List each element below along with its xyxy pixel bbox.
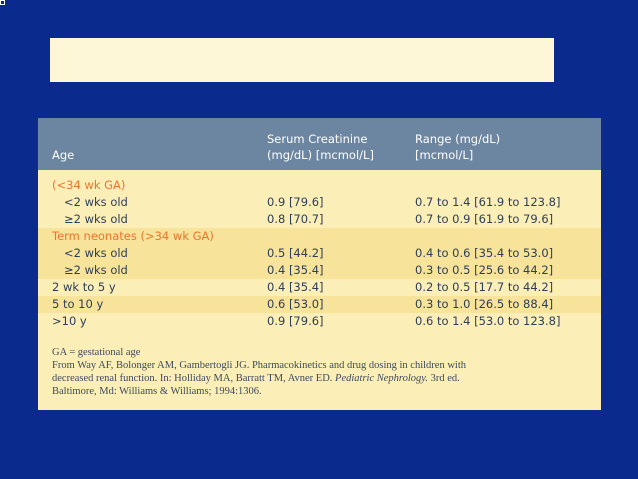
corner-marker: [0, 0, 5, 5]
footnote-source-line1: From Way AF, Bolonger AM, Gambertogli JG. Pharmacokinetics and drug dosing in children with: [52, 360, 466, 371]
footnote-source-line2-b: 3rd ed.: [427, 373, 460, 384]
footnote-source-line3: Baltimore, Md: Williams & Williams; 1994:1306.: [52, 386, 262, 397]
row-serum: 0.4 [35.4]: [267, 263, 324, 277]
row-age: ≥2 wks old: [64, 212, 128, 226]
slide-title-bar: [50, 38, 554, 82]
footnote-abbreviation: GA = gestational age: [52, 347, 141, 358]
row-age: ≥2 wks old: [64, 263, 128, 277]
table-footnote: [52, 346, 592, 398]
row-range: 0.3 to 0.5 [25.6 to 44.2]: [415, 263, 554, 277]
creatinine-table: [38, 118, 601, 410]
row-range: 0.6 to 1.4 [53.0 to 123.8]: [415, 314, 561, 328]
header-range-line1: Range (mg/dL): [415, 132, 501, 146]
header-serum-line1: Serum Creatinine: [267, 132, 368, 146]
header-range-line2: [mcmol/L]: [415, 148, 474, 162]
header-serum-line2: (mg/dL) [mcmol/L]: [267, 148, 374, 162]
table-row: [38, 296, 601, 313]
row-serum: 0.9 [79.6]: [267, 195, 324, 209]
footnote-journal-title: Pediatric Nephrology.: [335, 373, 428, 384]
table-row: [38, 194, 601, 211]
row-age: 2 wk to 5 y: [52, 280, 116, 294]
table-row: [38, 262, 601, 279]
table-header: [38, 118, 601, 170]
footnote-source-line2-a: decreased renal function. In: Holliday MA, Barratt TM, Avner ED.: [52, 373, 336, 384]
row-age: <2 wks old: [64, 195, 128, 209]
row-age: 5 to 10 y: [52, 297, 104, 311]
table-row: [38, 313, 601, 330]
row-age: <2 wks old: [64, 246, 128, 260]
row-range: 0.7 to 0.9 [61.9 to 79.6]: [415, 212, 554, 226]
table-row: [38, 245, 601, 262]
footnote-source-line2: [52, 372, 592, 385]
row-range: 0.7 to 1.4 [61.9 to 123.8]: [415, 195, 561, 209]
row-serum: 0.4 [35.4]: [267, 280, 324, 294]
table-row: [38, 211, 601, 228]
slide-title: Normal Serum Creatinine Per Ages: [60, 48, 373, 69]
row-serum: 0.8 [70.7]: [267, 212, 324, 226]
row-range: 0.3 to 1.0 [26.5 to 88.4]: [415, 297, 554, 311]
row-age: (<34 wk GA): [52, 178, 126, 192]
header-age: Age: [52, 148, 75, 162]
table-row: [38, 228, 601, 245]
row-serum: 0.5 [44.2]: [267, 246, 324, 260]
row-age: >10 y: [52, 314, 87, 328]
table-row: [38, 177, 601, 194]
row-range: 0.4 to 0.6 [35.4 to 53.0]: [415, 246, 554, 260]
row-serum: 0.6 [53.0]: [267, 297, 324, 311]
row-range: 0.2 to 0.5 [17.7 to 44.2]: [415, 280, 554, 294]
row-serum: 0.9 [79.6]: [267, 314, 324, 328]
table-row: [38, 279, 601, 296]
row-age: Term neonates (>34 wk GA): [52, 229, 214, 243]
